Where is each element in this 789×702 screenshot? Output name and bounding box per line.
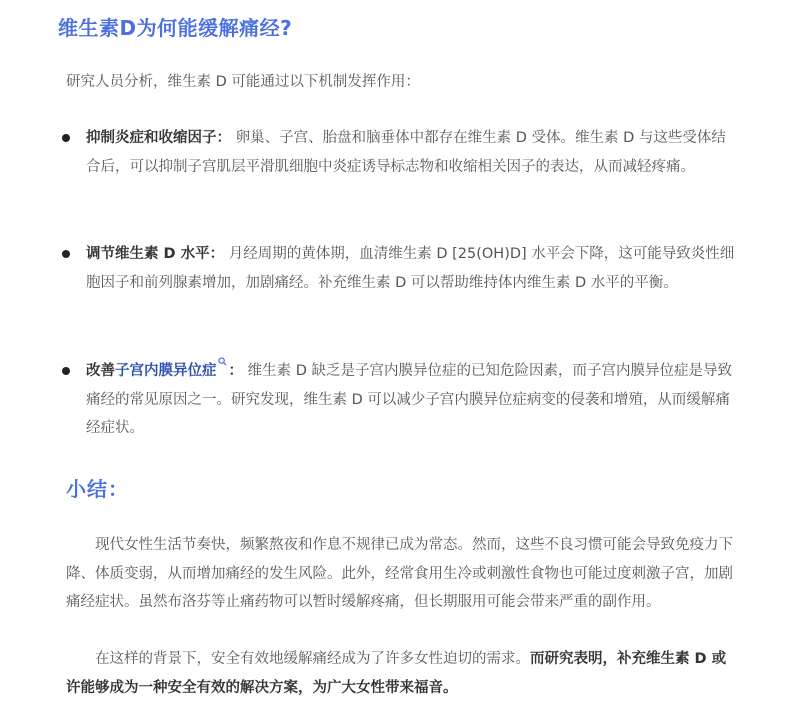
mechanism-lead: 调节维生素 D 水平： (86, 246, 225, 262)
summary-emphasis: 而研究表明，补充维生素 D 或许能够成为一种安全有效的解决方案，为广大女性带来福音。 (66, 651, 727, 696)
summary-paragraph-2 (66, 645, 736, 702)
mechanism-lead-prefix: 改善 (86, 363, 115, 379)
mechanism-item-2 (86, 240, 736, 297)
mechanism-lead-suffix: ： (228, 363, 243, 379)
summary-paragraph-1 (66, 531, 736, 617)
summary-text: 现代女性生活节奏快，频繁熬夜和作息不规律已成为常态。然而，这些不良习惯可能会导致免疫力下降、体质变弱，从而增加痛经的发生风险。此外，经常食用生冷或刺激性食物也可能过度刺激子宫，加剧痛经症状。虽然布洛芬等止痛药物可以暂时缓解疼痛，但长期服用可能会带来严重的副作用。 (66, 537, 733, 610)
mechanism-text: 维生素 D 缺乏是子宫内膜异位症的已知危险因素，而子宫内膜异位症是导致痛经的常见原因之一。研究发现，维生素 D 可以减少子宫内膜异位症病变的侵袭和增殖，从而缓解痛经症状。 (86, 363, 732, 436)
bullet-dot (62, 250, 70, 258)
mechanism-item-1 (86, 124, 736, 181)
summary-heading: 小结： (66, 477, 129, 501)
summary-text: 在这样的背景下，安全有效地缓解痛经成为了许多女性迫切的需求。 (95, 651, 530, 667)
intro-text: 研究人员分析，维生素 D 可能通过以下机制发挥作用： (66, 74, 420, 90)
search-icon[interactable] (218, 357, 227, 366)
article-heading: 维生素D为何能缓解痛经? (58, 16, 293, 40)
mechanism-lead (86, 363, 243, 379)
mechanism-item-3 (86, 357, 736, 443)
mechanism-text: 月经周期的黄体期，血清维生素 D [25(OH)D] 水平会下降，这可能导致炎性细胞因子和前列腺素增加，加剧痛经。补充维生素 D 可以帮助维持体内维生素 D 水平的平衡。 (86, 246, 735, 291)
bullet-dot (62, 134, 70, 142)
mechanism-lead: 抑制炎症和收缩因子： (86, 130, 231, 146)
keyword-search-link[interactable]: 子宫内膜异位症 (115, 363, 217, 379)
mechanism-text: 卵巢、子宫、胎盘和脑垂体中都存在维生素 D 受体。维生素 D 与这些受体结合后，可以抑制子宫肌层平滑肌细胞中炎症诱导标志物和收缩相关因子的表达，从而减轻疼痛。 (86, 130, 726, 175)
bullet-dot (62, 367, 70, 375)
